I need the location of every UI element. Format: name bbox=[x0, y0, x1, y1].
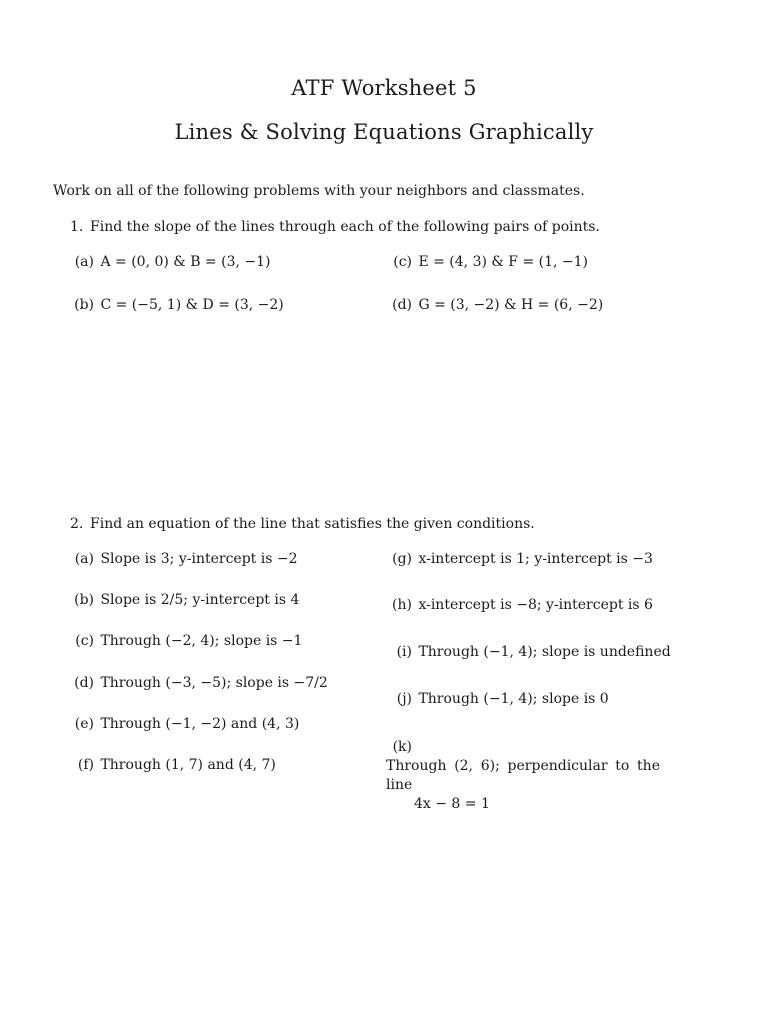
part-label: (g) bbox=[392, 551, 412, 567]
intro-text: Work on all of the following problems with your neighbors and classmates. bbox=[53, 183, 585, 199]
part-label: (e) bbox=[74, 716, 94, 732]
problem-text: Find an equation of the line that satisfies the given conditions. bbox=[90, 516, 535, 532]
part-label: (b) bbox=[74, 297, 94, 313]
part-text: C = (−5, 1) & D = (3, −2) bbox=[100, 297, 284, 313]
problem-1-prompt bbox=[70, 219, 600, 235]
part-text: Through (−1, 4); slope is 0 bbox=[418, 691, 609, 707]
problem-2-part-i bbox=[386, 644, 671, 660]
part-text-continued: 4x − 8 = 1 bbox=[414, 796, 490, 812]
problem-1-part-c bbox=[386, 254, 588, 270]
problem-2-part-e bbox=[68, 716, 299, 732]
part-label: (d) bbox=[392, 297, 412, 313]
problem-1-part-b bbox=[68, 297, 284, 313]
part-text: Through (−1, 4); slope is undefined bbox=[418, 644, 671, 660]
problem-2-part-c bbox=[68, 633, 302, 649]
part-label: (j) bbox=[396, 691, 412, 707]
part-text: Slope is 3; y-intercept is −2 bbox=[100, 551, 298, 567]
problem-1-part-a bbox=[68, 254, 270, 270]
problem-text: Find the slope of the lines through each of the following pairs of points. bbox=[90, 219, 600, 235]
part-text: Through (2, 6); perpendicular to the line bbox=[386, 758, 660, 793]
problem-1-part-d bbox=[386, 297, 603, 313]
part-label: (d) bbox=[74, 675, 94, 691]
problem-2-part-g bbox=[386, 551, 653, 567]
part-text: Through (−1, −2) and (4, 3) bbox=[100, 716, 300, 732]
part-text: Through (−2, 4); slope is −1 bbox=[100, 633, 303, 649]
part-label: (f) bbox=[77, 757, 94, 773]
part-label: (i) bbox=[396, 644, 412, 660]
problem-2-part-b bbox=[68, 592, 299, 608]
part-label: (h) bbox=[392, 597, 412, 613]
problem-2-part-j bbox=[386, 691, 609, 707]
problem-number: 1. bbox=[70, 219, 84, 235]
problem-2-prompt bbox=[70, 516, 535, 532]
part-text: x-intercept is 1; y-intercept is −3 bbox=[418, 551, 653, 567]
problem-2-part-d bbox=[68, 675, 328, 691]
part-text: E = (4, 3) & F = (1, −1) bbox=[418, 254, 589, 270]
part-text: Slope is 2/5; y-intercept is 4 bbox=[100, 592, 300, 608]
worksheet-title: ATF Worksheet 5 bbox=[291, 76, 477, 100]
problem-2-part-f bbox=[68, 757, 276, 773]
worksheet-subtitle: Lines & Solving Equations Graphically bbox=[174, 120, 594, 144]
problem-2-part-h bbox=[386, 597, 653, 613]
problem-number: 2. bbox=[70, 516, 84, 532]
part-text: x-intercept is −8; y-intercept is 6 bbox=[418, 597, 653, 613]
part-label: (b) bbox=[74, 592, 94, 608]
part-label: (a) bbox=[74, 551, 94, 567]
part-label: (a) bbox=[74, 254, 94, 270]
part-text: A = (0, 0) & B = (3, −1) bbox=[100, 254, 271, 270]
part-text: G = (3, −2) & H = (6, −2) bbox=[418, 297, 604, 313]
part-label: (k) bbox=[392, 739, 412, 755]
part-label: (c) bbox=[75, 633, 94, 649]
part-label: (c) bbox=[393, 254, 412, 270]
problem-2-part-k bbox=[386, 738, 686, 814]
problem-2-part-a bbox=[68, 551, 298, 567]
part-text: Through (−3, −5); slope is −7/2 bbox=[100, 675, 328, 691]
part-text: Through (1, 7) and (4, 7) bbox=[100, 757, 276, 773]
